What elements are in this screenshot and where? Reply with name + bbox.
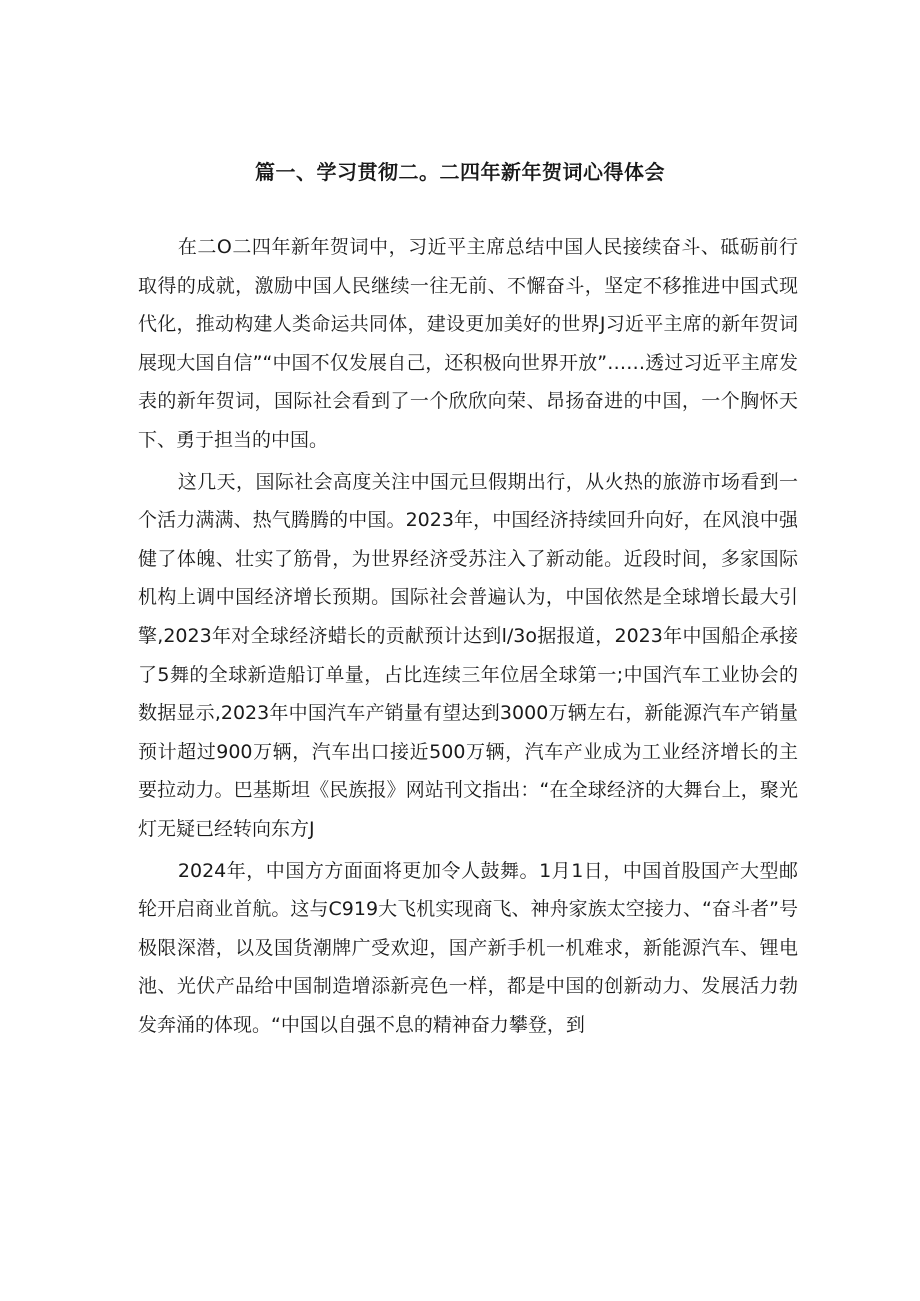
paragraph-1: 在二O二四年新年贺词中，习近平主席总结中国人民接续奋斗、砥砺前行取得的成就，激励中国人民继续一往无前、不懈奋斗，坚定不移推进中国式现代化，推动构建人类命运共同体，建设更加美好的世界J习近平主席的新年贺词展现大国自信”“中国不仅发展自己，还积极向世界开放”……透过习近平主席发表的新年贺词，国际社会看到了一个欣欣向荣、昂扬奋进的中国，一个胸怀天下、勇于担当的中国。: [138, 236, 798, 451]
paragraph-3: 2024年，中国方方面面将更加令人鼓舞。1月1日，中国首股国产大型邮轮开启商业首航。这与C919大飞机实现商飞、神舟家族太空接力、“奋斗者”号极限深潜，以及国货潮牌广受欢迎，国产新手机一机难求，新能源汽车、锂电池、光伏产品给中国制造增添新亮色一样，都是中国的创新动力、发展活力勃发奔涌的体现。“中国以自强不息的精神奋力攀登，到: [138, 859, 798, 1036]
paragraph-2: 这几天，国际社会高度关注中国元旦假期出行，从火热的旅游市场看到一个活力满满、热气腾腾的中国。2023年，中国经济持续回升向好，在风浪中强健了体魄、壮实了筋骨，为世界经济受苏注入了新动能。近段时间，多家国际机构上调中国经济增长预期。国际社会普遍认为，中国依然是全球增长最大引擎,2023年对全球经济蜡长的贡献预计达到l/3o据报道，2023年中国船企承接了5舞的全球新造船订单量，占比连续三年位居全球第一;中国汽车工业协会的数据显示,2023年中国汽车产销量有望达到3000万辆左右，新能源汽车产销量预计超过900万辆，汽车出口接近500万辆，汽车产业成为工业经济增长的主要拉动力。巴基斯坦《民族报》网站刊文指出：“在全球经济的大舞台上，聚光灯无疑已经转向东方J: [138, 470, 798, 840]
document-body: [138, 228, 798, 1044]
document-title: 篇一、学习贯彻二。二四年新年贺词心得体会: [255, 160, 665, 184]
